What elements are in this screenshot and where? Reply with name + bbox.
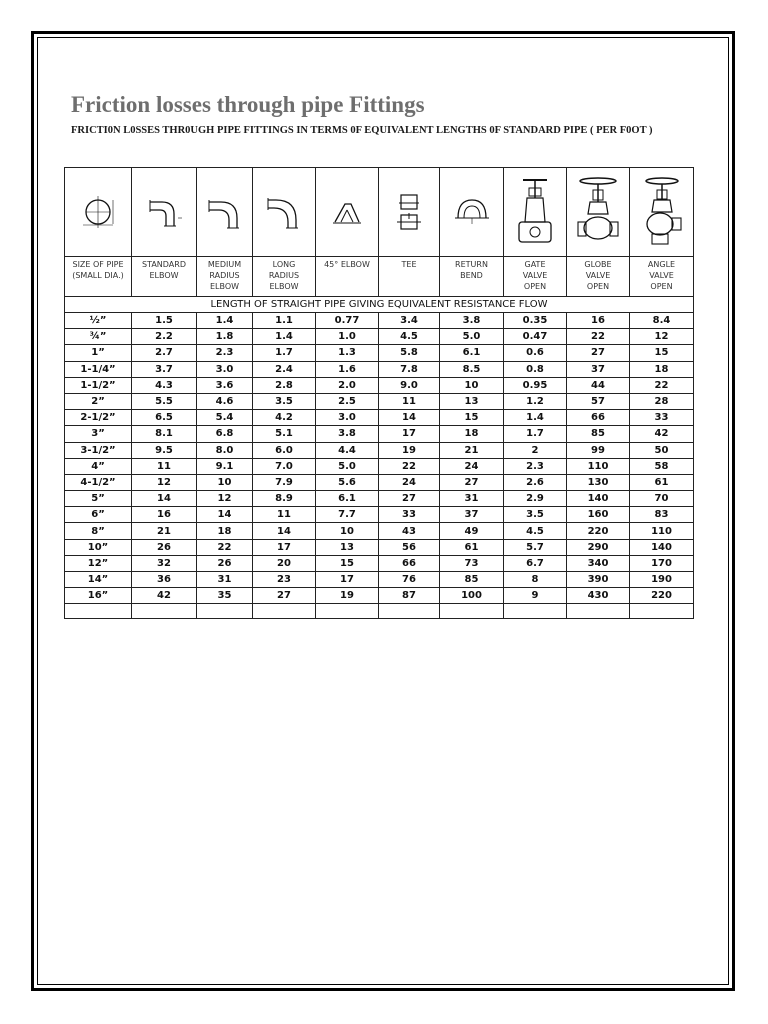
table-cell: 27 [440,474,504,490]
table-cell: 11 [132,458,197,474]
tee-icon [379,168,440,257]
table-cell: 7.9 [253,474,316,490]
pipe-size-cell: 1” [65,345,132,361]
table-cell: 1.7 [253,345,316,361]
table-cell: 170 [630,555,694,571]
table-cell: 33 [630,410,694,426]
table-cell: 14 [197,507,253,523]
table-cell: 20 [253,555,316,571]
empty-cell [630,604,694,619]
table-cell: 6.8 [197,426,253,442]
table-cell: 1.6 [316,361,379,377]
pipe-size-cell: ½” [65,313,132,329]
table-cell: 6.0 [253,442,316,458]
table-cell: 390 [567,572,630,588]
table-cell: 1.3 [316,345,379,361]
table-cell: 27 [567,345,630,361]
table-row [65,426,694,442]
table-cell: 3.6 [197,377,253,393]
table-cell: 61 [440,539,504,555]
table-cell: 26 [197,555,253,571]
column-header-line: (SMALL DIA.) [72,271,124,280]
table-row [65,410,694,426]
table-cell: 5.4 [197,410,253,426]
table-cell: 5.5 [132,393,197,409]
table-cell: 99 [567,442,630,458]
table-cell: 70 [630,491,694,507]
pipe-size-cell: 8” [65,523,132,539]
table-cell: 83 [630,507,694,523]
table-cell: 22 [567,329,630,345]
table-cell: 190 [630,572,694,588]
45-degree-elbow-icon [316,168,379,257]
pipe-size-cell: 1-1/4” [65,361,132,377]
column-header-line: RADIUS [209,271,240,280]
table-cell: 2.0 [316,377,379,393]
empty-cell [197,604,253,619]
table-cell: 12 [197,491,253,507]
table-cell: 17 [379,426,440,442]
table-row [65,507,694,523]
table-row [65,523,694,539]
table-cell: 1.2 [504,393,567,409]
table-cell: 160 [567,507,630,523]
table-cell: 26 [132,539,197,555]
table-cell: 24 [440,458,504,474]
table-cell: 6.1 [316,491,379,507]
column-header-line: TEE [401,260,417,269]
table-cell: 2.3 [197,345,253,361]
column-header-line: VALVE [522,271,548,280]
table-cell: 0.8 [504,361,567,377]
table-cell: 12 [630,329,694,345]
table-cell: 430 [567,588,630,604]
pipe-size-cell: 2-1/2” [65,410,132,426]
table-cell: 4.3 [132,377,197,393]
table-cell: 85 [567,426,630,442]
column-header [440,257,504,297]
return-bend-icon [440,168,504,257]
column-header-line: MEDIUM [207,260,242,269]
table-cell: 37 [567,361,630,377]
table-cell: 5.1 [253,426,316,442]
pipe-size-cell: 3” [65,426,132,442]
table-cell: 0.47 [504,329,567,345]
column-header-line: ANGLE [647,260,676,269]
table-cell: 8.9 [253,491,316,507]
pipe-size-cell: 14” [65,572,132,588]
table-cell: 4.6 [197,393,253,409]
column-header-line: OPEN [586,282,610,291]
table-cell: 1.5 [132,313,197,329]
column-header-line: 45° ELBOW [324,260,370,269]
column-header [65,257,132,297]
table-cell: 1.0 [316,329,379,345]
table-cell: 6.7 [504,555,567,571]
column-header-line: ELBOW [269,282,299,291]
angle-valve-icon [630,168,694,257]
table-cell: 19 [379,442,440,458]
table-cell: 8.0 [197,442,253,458]
table-cell: 57 [567,393,630,409]
table-cell: 3.8 [316,426,379,442]
table-cell: 6.5 [132,410,197,426]
table-cell: 16 [567,313,630,329]
table-cell: 66 [567,410,630,426]
table-cell: 290 [567,539,630,555]
column-header-line: GLOBE [584,260,612,269]
empty-cell [567,604,630,619]
table-row [65,555,694,571]
table-cell: 28 [630,393,694,409]
table-cell: 8.4 [630,313,694,329]
table-cell: 32 [132,555,197,571]
pipe-size-cell: 16” [65,588,132,604]
table-cell: 35 [197,588,253,604]
table-cell: 5.8 [379,345,440,361]
table-cell: 2.6 [504,474,567,490]
medium-radius-elbow-icon [197,168,253,257]
table-cell: 3.0 [316,410,379,426]
table-cell: 10 [316,523,379,539]
table-cell: 5.0 [316,458,379,474]
table-cell: 7.0 [253,458,316,474]
pipe-size-cell: 5” [65,491,132,507]
table-cell: 76 [379,572,440,588]
table-cell: 1.1 [253,313,316,329]
table-cell: 14 [379,410,440,426]
column-header [504,257,567,297]
table-cell: 4.2 [253,410,316,426]
table-cell: 7.8 [379,361,440,377]
table-cell: 23 [253,572,316,588]
table-cell: 4.4 [316,442,379,458]
column-header [379,257,440,297]
table-row [65,393,694,409]
table-cell: 130 [567,474,630,490]
table-cell: 13 [316,539,379,555]
table-cell: 9.5 [132,442,197,458]
table-cell: 15 [630,345,694,361]
table-row [65,345,694,361]
column-header [630,257,694,297]
table-row [65,458,694,474]
table-cell: 140 [630,539,694,555]
table-cell: 13 [440,393,504,409]
table-cell: 110 [567,458,630,474]
table-cell: 56 [379,539,440,555]
table-cell: 0.6 [504,345,567,361]
section-band-label: LENGTH OF STRAIGHT PIPE GIVING EQUIVALENT RESISTANCE FLOW [65,297,694,313]
table-cell: 19 [316,588,379,604]
table-cell: 61 [630,474,694,490]
column-header-line: SIZE OF PIPE [72,260,124,269]
column-header-line: RADIUS [268,271,300,280]
column-header [253,257,316,297]
column-header [197,257,253,297]
column-header-line: ELBOW [209,282,240,291]
table-body [65,168,694,619]
table-cell: 10 [197,474,253,490]
table-cell: 2.4 [253,361,316,377]
column-header-line: GATE [524,260,546,269]
table-cell: 22 [379,458,440,474]
table-cell: 36 [132,572,197,588]
empty-cell [440,604,504,619]
pipe-size-cell: 6” [65,507,132,523]
table-cell: 12 [132,474,197,490]
table-cell: 24 [379,474,440,490]
table-cell: 18 [630,361,694,377]
column-header-line: LONG [272,260,296,269]
pipe-size-cell: 12” [65,555,132,571]
table-cell: 85 [440,572,504,588]
table-cell: 11 [253,507,316,523]
table-row [65,361,694,377]
table-cell: 21 [440,442,504,458]
table-cell: 58 [630,458,694,474]
table-cell: 3.4 [379,313,440,329]
long-radius-elbow-icon [253,168,316,257]
table-cell: 3.7 [132,361,197,377]
page-subtitle: FRICTI0N L0SSES THR0UGH PIPE FITTINGS IN TERMS 0F EQUIVALENT LENGTHS 0F STANDARD PIPE ( PER F0OT ) [71,125,653,136]
table-cell: 37 [440,507,504,523]
column-header-line: RETURN [455,260,488,269]
column-header [132,257,197,297]
table-cell: 220 [630,588,694,604]
table-row [65,329,694,345]
table-cell: 140 [567,491,630,507]
table-cell: 7.7 [316,507,379,523]
table-cell: 66 [379,555,440,571]
section-band-row [65,297,694,313]
table-cell: 110 [630,523,694,539]
empty-cell [379,604,440,619]
table-cell: 22 [197,539,253,555]
table-cell: 9.0 [379,377,440,393]
table-cell: 1.4 [504,410,567,426]
empty-cell [316,604,379,619]
pipe-size-cell: 1-1/2” [65,377,132,393]
pipe-size-cell: 4” [65,458,132,474]
empty-cell [253,604,316,619]
table-cell: 50 [630,442,694,458]
table-cell: 49 [440,523,504,539]
table-row [65,588,694,604]
table-row [65,474,694,490]
table-row [65,539,694,555]
column-header-line: VALVE [585,271,611,280]
table-cell: 22 [630,377,694,393]
column-header-line: VALVE [649,271,674,280]
table-cell: 100 [440,588,504,604]
table-cell: 9.1 [197,458,253,474]
table-cell: 1.4 [253,329,316,345]
column-header-line: OPEN [650,282,673,291]
column-header-row [65,257,694,297]
table-cell: 2 [504,442,567,458]
table-cell: 1.4 [197,313,253,329]
table-cell: 0.95 [504,377,567,393]
pipe-size-cell: 4-1/2” [65,474,132,490]
table-cell: 3.5 [253,393,316,409]
column-header [567,257,630,297]
table-cell: 5.6 [316,474,379,490]
table-cell: 33 [379,507,440,523]
table-row [65,442,694,458]
pipe-size-cell: 10” [65,539,132,555]
table-cell: 5.0 [440,329,504,345]
table-cell: 27 [253,588,316,604]
page-title: Friction losses through pipe Fittings [71,92,425,117]
table-cell: 14 [253,523,316,539]
table-cell: 9 [504,588,567,604]
table-cell: 15 [316,555,379,571]
table-cell: 3.5 [504,507,567,523]
table-cell: 17 [316,572,379,588]
table-row [65,313,694,329]
table-cell: 2.8 [253,377,316,393]
friction-loss-table [64,167,694,619]
globe-valve-icon [567,168,630,257]
column-header-line: OPEN [523,282,547,291]
empty-row [65,604,694,619]
table-cell: 15 [440,410,504,426]
table-cell: 1.7 [504,426,567,442]
table-row [65,377,694,393]
table-cell: 44 [567,377,630,393]
table-cell: 27 [379,491,440,507]
pipe-size-cell: 3-1/2” [65,442,132,458]
table-cell: 31 [440,491,504,507]
table-cell: 8.5 [440,361,504,377]
column-header [316,257,379,297]
table-cell: 17 [253,539,316,555]
table-cell: 16 [132,507,197,523]
table-cell: 10 [440,377,504,393]
table-cell: 2.5 [316,393,379,409]
table-cell: 87 [379,588,440,604]
table-cell: 6.1 [440,345,504,361]
table-cell: 3.8 [440,313,504,329]
table-cell: 0.77 [316,313,379,329]
table-cell: 31 [197,572,253,588]
table-cell: 43 [379,523,440,539]
table-cell: 2.7 [132,345,197,361]
standard-elbow-icon [132,168,197,257]
table-row [65,572,694,588]
table-cell: 220 [567,523,630,539]
table-cell: 21 [132,523,197,539]
empty-cell [504,604,567,619]
table-cell: 2.2 [132,329,197,345]
table-cell: 8.1 [132,426,197,442]
empty-cell [65,604,132,619]
table-cell: 11 [379,393,440,409]
table-cell: 3.0 [197,361,253,377]
column-header-line: BEND [460,271,483,280]
table-cell: 14 [132,491,197,507]
table-cell: 42 [132,588,197,604]
table-cell: 18 [440,426,504,442]
table-cell: 4.5 [379,329,440,345]
table-cell: 1.8 [197,329,253,345]
table-cell: 42 [630,426,694,442]
pipe-size-cell: 2” [65,393,132,409]
column-header-line: STANDARD [141,260,186,269]
table-cell: 340 [567,555,630,571]
icon-row [65,168,694,257]
empty-cell [132,604,197,619]
column-header-line: ELBOW [149,271,179,280]
gate-valve-icon [504,168,567,257]
table-cell: 18 [197,523,253,539]
table-row [65,491,694,507]
pipe-size-cell: ¾” [65,329,132,345]
table-cell: 0.35 [504,313,567,329]
table-cell: 8 [504,572,567,588]
table-cell: 2.9 [504,491,567,507]
table-cell: 73 [440,555,504,571]
table-cell: 5.7 [504,539,567,555]
pipe-section-icon [65,168,132,257]
table-cell: 2.3 [504,458,567,474]
table-cell: 4.5 [504,523,567,539]
